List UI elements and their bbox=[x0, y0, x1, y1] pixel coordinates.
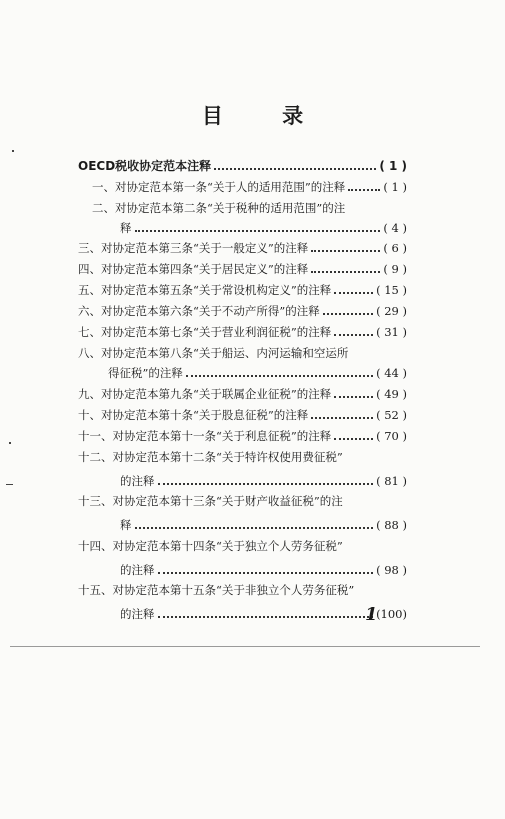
toc-entry-text: 四、对协定范本第四条“关于居民定义”的注释 bbox=[78, 262, 309, 276]
toc-entry[interactable] bbox=[0, 449, 505, 491]
toc-entry-page: ( 81 ) bbox=[376, 474, 407, 488]
dot-leader bbox=[186, 375, 373, 377]
toc-entry-page: ( 1 ) bbox=[383, 180, 407, 194]
dot-leader bbox=[311, 417, 373, 419]
toc-entry-page: ( 29 ) bbox=[376, 304, 407, 318]
toc-entry-text-cont: 释 bbox=[120, 221, 132, 235]
toc-entry-text: 十一、对协定范本第十一条“关于利息征税”的注释 bbox=[78, 429, 332, 443]
toc-entry[interactable] bbox=[0, 538, 505, 580]
dot-leader bbox=[158, 483, 374, 485]
toc-entry[interactable] bbox=[0, 179, 505, 197]
toc-entry-text: 七、对协定范本第七条“关于营业利润征税”的注释 bbox=[78, 325, 332, 339]
toc-entry[interactable] bbox=[0, 428, 505, 446]
toc-entry-page: ( 1 ) bbox=[379, 159, 407, 173]
toc-entry[interactable] bbox=[0, 582, 505, 624]
toc-entry-text: 一、对协定范本第一条“关于人的适用范围”的注释 bbox=[92, 180, 346, 194]
dot-leader bbox=[135, 527, 374, 529]
toc-entry-text: 十、对协定范本第十条“关于股息征税”的注释 bbox=[78, 408, 309, 422]
toc-entry-page: ( 9 ) bbox=[383, 262, 407, 276]
toc-entry-page: ( 6 ) bbox=[383, 241, 407, 255]
dot-leader bbox=[334, 334, 373, 336]
toc-entry[interactable] bbox=[0, 493, 505, 535]
toc-entry[interactable] bbox=[0, 282, 505, 300]
toc-entry-text: 五、对协定范本第五条“关于常设机构定义”的注释 bbox=[78, 283, 332, 297]
page-number: 1 bbox=[365, 604, 378, 625]
toc-entry-text: 九、对协定范本第九条“关于联属企业征税”的注释 bbox=[78, 387, 332, 401]
toc-entry-text-cont: 释 bbox=[120, 518, 132, 532]
dot-leader bbox=[334, 292, 373, 294]
toc-entry-text: 三、对协定范本第三条“关于一般定义”的注释 bbox=[78, 241, 309, 255]
toc-entry[interactable] bbox=[0, 261, 505, 279]
toc-entry[interactable] bbox=[0, 345, 505, 383]
dot-leader bbox=[311, 271, 380, 273]
toc-entry[interactable] bbox=[0, 386, 505, 404]
toc-entry-page: ( 31 ) bbox=[376, 325, 407, 339]
toc-entry[interactable] bbox=[0, 324, 505, 342]
toc-entry[interactable] bbox=[0, 158, 505, 176]
page-title: 目 录 bbox=[201, 104, 330, 128]
dot-leader bbox=[214, 168, 376, 170]
dot-leader bbox=[135, 230, 381, 232]
dot-leader bbox=[158, 616, 374, 618]
toc-entry-page: ( 44 ) bbox=[376, 366, 407, 380]
toc-entry[interactable] bbox=[0, 200, 505, 238]
dot-leader bbox=[323, 313, 373, 315]
page-edge-rule bbox=[10, 646, 480, 647]
toc-entry-text: 六、对协定范本第六条“关于不动产所得”的注释 bbox=[78, 304, 320, 318]
toc-entry-text: 十二、对协定范本第十二条“关于特许权使用费征税” bbox=[78, 450, 343, 464]
dot-leader bbox=[334, 438, 373, 440]
toc-entry-text: 十三、对协定范本第十三条“关于财产收益征税”的注 bbox=[78, 494, 343, 508]
scan-speck bbox=[9, 442, 11, 444]
toc-entry-page: ( 4 ) bbox=[383, 221, 407, 235]
toc-entry-page: ( 70 ) bbox=[376, 429, 407, 443]
toc-entry-text: 十四、对协定范本第十四条“关于独立个人劳务征税” bbox=[78, 539, 343, 553]
toc-entry-text: 二、对协定范本第二条“关于税种的适用范围”的注 bbox=[92, 201, 346, 215]
toc-entry-page: (100) bbox=[376, 607, 407, 621]
toc-entry-page: ( 52 ) bbox=[376, 408, 407, 422]
toc-entry-page: ( 98 ) bbox=[376, 563, 407, 577]
dot-leader bbox=[311, 250, 380, 252]
toc-entry[interactable] bbox=[0, 240, 505, 258]
toc-entry-text: OECD税收协定范本注释 bbox=[78, 159, 212, 173]
toc-entry-text: 十五、对协定范本第十五条“关于非独立个人劳务征税” bbox=[78, 583, 355, 597]
toc-entry-text-cont: 的注释 bbox=[120, 607, 155, 621]
toc-entry[interactable] bbox=[0, 407, 505, 425]
toc-entry-text: 八、对协定范本第八条“关于船运、内河运输和空运所 bbox=[78, 346, 349, 360]
dot-leader bbox=[348, 189, 380, 191]
dot-leader bbox=[158, 572, 374, 574]
toc-entry-page: ( 88 ) bbox=[376, 518, 407, 532]
toc-entry-text-cont: 得征税”的注释 bbox=[108, 366, 183, 380]
scan-speck bbox=[12, 150, 14, 152]
toc-entry[interactable] bbox=[0, 303, 505, 321]
dot-leader bbox=[334, 396, 373, 398]
scan-speck bbox=[6, 484, 13, 485]
toc-entry-text-cont: 的注释 bbox=[120, 474, 155, 488]
toc-entry-page: ( 49 ) bbox=[376, 387, 407, 401]
toc-entry-text-cont: 的注释 bbox=[120, 563, 155, 577]
toc-entry-page: ( 15 ) bbox=[376, 283, 407, 297]
